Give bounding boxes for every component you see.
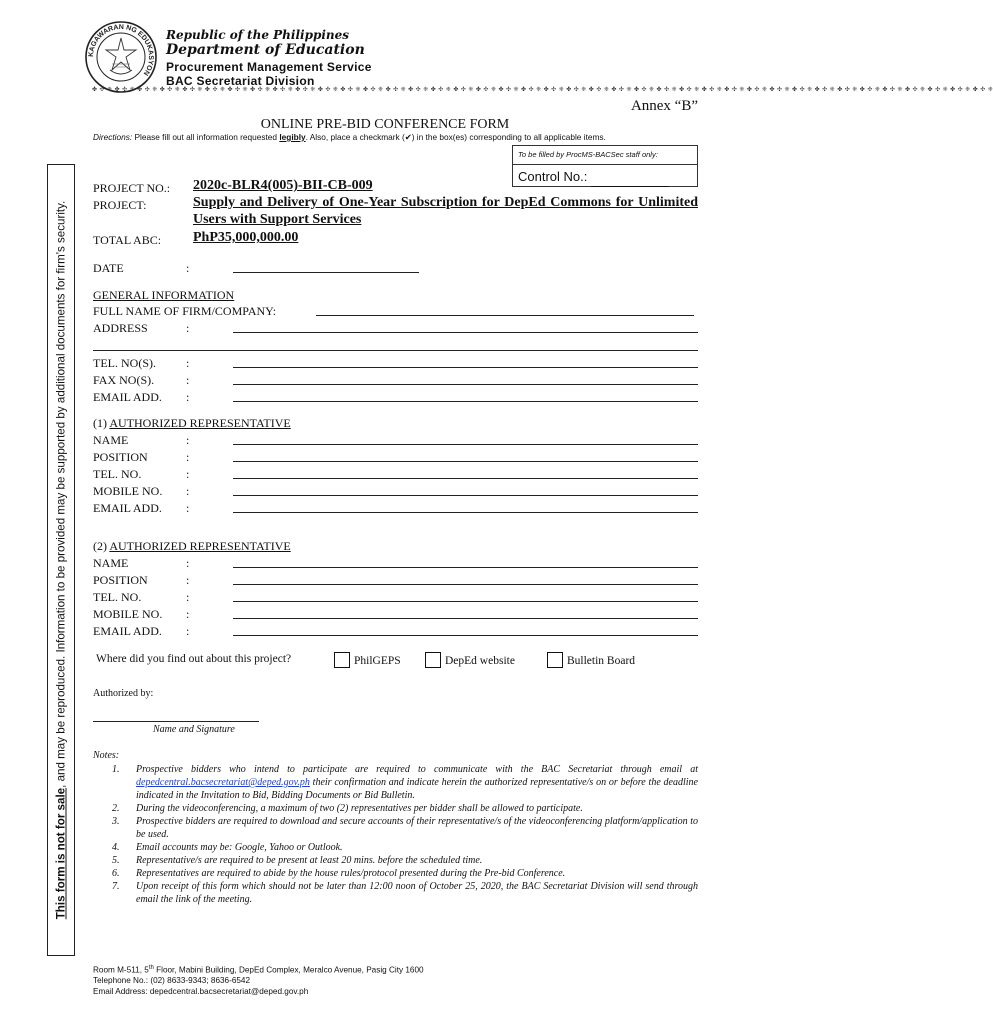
date-label: DATE [93, 261, 124, 275]
rep1-prefix: (1) [93, 416, 110, 430]
rep2-tel-field[interactable] [233, 601, 698, 602]
rep1-name-colon: : [186, 433, 190, 447]
source-question: Where did you find out about this project? [96, 653, 292, 665]
deped-website-option[interactable] [425, 651, 515, 669]
control-label: Control No.: [518, 169, 588, 184]
side-note-box [47, 164, 75, 956]
rep2-email-field[interactable] [233, 635, 698, 636]
directions-pre: Please fill out all information requested [132, 132, 280, 142]
rep2-heading [93, 539, 291, 554]
rep2-mobile-colon: : [186, 607, 190, 621]
annex-label: Annex “B” [630, 98, 698, 114]
directions [93, 132, 606, 142]
staff-note: To be filled by ProcMS-BACSec staff only: [518, 150, 658, 159]
email-label: EMAIL ADD. [93, 390, 162, 404]
signature-field[interactable] [93, 721, 259, 722]
header-republic: Republic of the Philippines [166, 28, 350, 42]
note-item [110, 763, 698, 802]
rep2-mobile-label: MOBILE NO. [93, 607, 163, 621]
directions-label: Directions: [93, 132, 133, 142]
note-item [110, 880, 698, 906]
header-ornament-divider: ✤ ✣ ❈ ✤ ✣ ❈ ✤ ✣ ❈ ✤ ✣ ❈ ✤ ✣ ❈ ✤ ✣ ❈ ✤ ✣ ❈ ✤ ✣ ❈ ✤ ✣ ❈ ✤ ✣ ❈ ✤ ✣ ❈ ✤ ✣ ❈ ✤ ✣ ❈ ✤ ✣ ❈ ✤ ✣ ❈ ✤ ✣ ❈ ✤ ✣ ❈ ✤ ✣ ❈ ✤ ✣ ❈ ✤ ✣ ❈ ✤ ✣ ❈ ✤ ✣ ❈ ✤ ✣ ❈ ✤ ✣ ❈ ✤ ✣ ❈ ✤ ✣ ❈ ✤ ✣ ❈ ✤ ✣ ❈ ✤ ✣ ❈ ✤ ✣ ❈ ✤ ✣ ❈ ✤ ✣ ❈ ✤ ✣ ❈ ✤ ✣ ❈ ✤ ✣ ❈ ✤ ✣ ❈ ✤ ✣ ❈ ✤ ✣ ❈ ✤ ✣ ❈ ✤ ✣ ❈ [92, 87, 993, 93]
firm-label: FULL NAME OF FIRM/COMPANY: [93, 304, 277, 318]
note-number: 4. [112, 842, 120, 853]
rep1-name-label: NAME [93, 433, 129, 447]
header-division: BAC Secretariat Division [166, 74, 315, 88]
project-no-value: 2020c-BLR4(005)-BII-CB-009 [193, 178, 373, 193]
rep1-mobile-field[interactable] [233, 495, 698, 496]
note-item [110, 867, 698, 880]
rep1-tel-colon: : [186, 467, 190, 481]
fax-label: FAX NO(S). [93, 373, 155, 387]
bulletin-board-label: Bulletin Board [567, 655, 636, 667]
rep1-heading [93, 416, 291, 431]
note-text: Upon receipt of this form which should not be later than 12:00 noon of October 25, 2020, the BAC Secretariat Division will send through email the link of the meeting. [136, 881, 698, 905]
rep2-position-field[interactable] [233, 584, 698, 585]
header-service: Procurement Management Service [166, 60, 372, 74]
bulletin-board-option[interactable] [547, 651, 635, 669]
rep1-email-field[interactable] [233, 512, 698, 513]
name-signature-caption: Name and Signature [153, 724, 235, 735]
note-text-cont: their confirmation and indicate herein the authorized representative/s on or before the deadline indicated in the Invitation to Bid, Bidding Documents or Bid Bulletin. [136, 777, 698, 801]
note-number: 3. [112, 816, 120, 827]
project-label: PROJECT: [93, 198, 147, 212]
footer-email: Email Address: depedcentral.bacsecretariat@deped.gov.ph [93, 987, 309, 996]
rep1-position-field[interactable] [233, 461, 698, 462]
bac-email-link[interactable]: depedcentral.bacsecretariat@deped.gov.ph [136, 777, 310, 788]
rep2-name-colon: : [186, 556, 190, 570]
staff-use-box [512, 145, 698, 187]
address-colon: : [186, 321, 190, 335]
note-number: 1. [112, 764, 120, 775]
note-item [110, 854, 698, 867]
firm-field[interactable] [316, 315, 694, 316]
note-text: Prospective bidders are required to download and secure accounts of their representative/s of the videoconferencing platform/application to be used. [136, 816, 698, 840]
directions-post: . Also, place a checkmark (✔) in the box(es) corresponding to all applicable items. [305, 132, 606, 142]
note-item [110, 815, 698, 841]
email-field[interactable] [233, 401, 698, 402]
rep2-position-label: POSITION [93, 573, 148, 587]
rep1-position-label: POSITION [93, 450, 148, 464]
email-colon: : [186, 390, 190, 404]
general-info-heading: GENERAL INFORMATION [93, 288, 235, 302]
rep1-email-label: EMAIL ADD. [93, 501, 162, 515]
bulletin-board-checkbox[interactable] [547, 652, 563, 668]
deped-website-checkbox[interactable] [425, 652, 441, 668]
rep2-name-field[interactable] [233, 567, 698, 568]
address-field[interactable] [233, 332, 698, 333]
philgeps-checkbox[interactable] [334, 652, 350, 668]
directions-emphasis: legibly [279, 132, 306, 142]
deped-website-label: DepEd website [445, 655, 515, 667]
project-value: Supply and Delivery of One-Year Subscription for DepEd Commons for Unlimited Users with Support Services [193, 195, 698, 227]
side-note-not-for-sale: This form is not for sale [54, 787, 68, 920]
note-number: 6. [112, 868, 120, 879]
side-note-text [55, 165, 68, 955]
note-text: During the videoconferencing, a maximum of two (2) representatives per bidder shall be allowed to participate. [136, 803, 583, 814]
rep2-position-colon: : [186, 573, 190, 587]
fax-colon: : [186, 373, 190, 387]
rep1-email-colon: : [186, 501, 190, 515]
tel-field[interactable] [233, 367, 698, 368]
note-item [110, 802, 698, 815]
address-field-line2[interactable] [93, 350, 698, 351]
rep1-tel-label: TEL. NO. [93, 467, 142, 481]
rep1-name-field[interactable] [233, 444, 698, 445]
project-no-label: PROJECT NO.: [93, 181, 171, 195]
note-number: 5. [112, 855, 120, 866]
rep1-mobile-colon: : [186, 484, 190, 498]
note-item [110, 841, 698, 854]
tel-label: TEL. NO(S). [93, 356, 156, 370]
footer-telephone: Telephone No.: (02) 8633-9343; 8636-6542 [93, 976, 251, 985]
footer-address-pre: Room M-511, 5 [93, 965, 149, 975]
deped-seal-icon [84, 20, 158, 94]
philgeps-option[interactable] [334, 651, 401, 669]
rep2-tel-label: TEL. NO. [93, 590, 142, 604]
notes-title: Notes: [93, 750, 120, 761]
date-colon: : [186, 261, 190, 275]
note-text: Email accounts may be: Google, Yahoo or Outlook. [136, 842, 343, 853]
abc-label: TOTAL ABC: [93, 233, 162, 247]
notes-list [110, 763, 698, 906]
tel-colon: : [186, 356, 190, 370]
staff-box-divider [513, 164, 697, 165]
seal-text: KAGAWARAN NG EDUKASYON [87, 23, 155, 77]
rep1-heading-text: AUTHORIZED REPRESENTATIVE [109, 416, 291, 430]
rep1-mobile-label: MOBILE NO. [93, 484, 163, 498]
note-number: 7. [112, 881, 120, 892]
note-text: Prospective bidders who intend to participate are required to communicate with the BAC Secretariat through email at [136, 764, 698, 775]
date-field[interactable] [233, 272, 419, 273]
rep2-prefix: (2) [93, 539, 110, 553]
form-title: ONLINE PRE-BID CONFERENCE FORM [260, 117, 510, 132]
authorized-by-label: Authorized by: [93, 688, 154, 699]
rep2-email-colon: : [186, 624, 190, 638]
side-note-rest: , and may be reproduced. Information to be provided may be supported by additional documents for firm's security. [54, 200, 68, 788]
fax-field[interactable] [233, 384, 698, 385]
philgeps-label: PhilGEPS [354, 655, 401, 667]
footer-address-sup: th [148, 965, 154, 971]
control-number-field[interactable] [591, 171, 669, 187]
rep2-tel-colon: : [186, 590, 190, 604]
control-number [518, 169, 669, 187]
header-department: Department of Education [166, 42, 365, 58]
note-text: Representative/s are required to be present at least 20 mins. before the scheduled time. [136, 855, 483, 866]
note-number: 2. [112, 803, 120, 814]
footer-address-post: Floor, Mabini Building, DepEd Complex, Meralco Avenue, Pasig City 1600 [153, 965, 424, 975]
rep2-mobile-field[interactable] [233, 618, 698, 619]
rep2-email-label: EMAIL ADD. [93, 624, 162, 638]
rep1-tel-field[interactable] [233, 478, 698, 479]
rep1-position-colon: : [186, 450, 190, 464]
rep2-heading-text: AUTHORIZED REPRESENTATIVE [109, 539, 291, 553]
rep2-name-label: NAME [93, 556, 129, 570]
address-label: ADDRESS [93, 321, 148, 335]
footer-address [93, 965, 424, 975]
abc-value: PhP35,000,000.00 [193, 230, 299, 245]
note-text: Representatives are required to abide by the house rules/protocol presented during the Pre-bid Conference. [136, 868, 566, 879]
